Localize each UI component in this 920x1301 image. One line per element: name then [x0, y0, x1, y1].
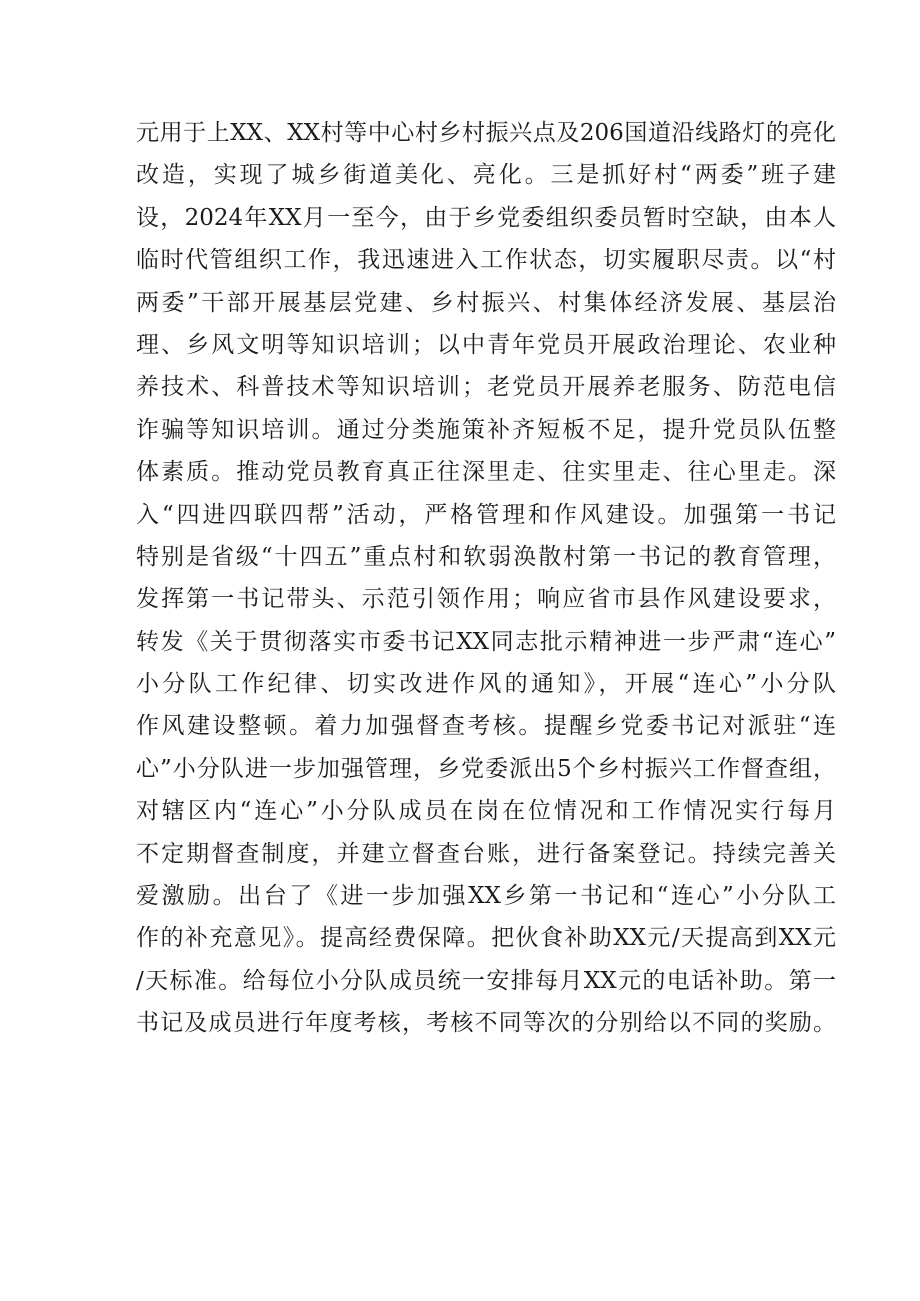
- text-line: 两委”干部开展基层党建、乡村振兴、村集体经济发展、基层治: [136, 289, 836, 316]
- text-line: 元用于上XX、XX村等中心村乡村振兴点及206国道沿线路灯的亮化: [136, 120, 836, 146]
- text-line: 临时代管组织工作，我迅速进入工作状态，切实履职尽责。以“村: [136, 247, 836, 274]
- text-line: 入“四进四联四帮”活动，严格管理和作风建设。加强第一书记: [136, 501, 836, 528]
- text-line: 转发《关于贯彻落实市委书记XX同志批示精神进一步严肃“连心”: [136, 628, 836, 655]
- text-line: 作的补充意见》。提高经费保障。把伙食补助XX元/天提高到XX元: [136, 925, 836, 952]
- body-paragraph: [136, 112, 836, 1045]
- text-line: 改造，实现了城乡街道美化、亮化。三是抓好村“两委”班子建: [136, 162, 836, 189]
- text-line: 诈骗等知识培训。通过分类施策补齐短板不足，提升党员队伍整: [136, 416, 836, 443]
- text-line: 设，2024年XX月一至今，由于乡党委组织委员暂时空缺，由本人: [136, 204, 836, 231]
- text-line: 养技术、科普技术等知识培训；老党员开展养老服务、防范电信: [136, 374, 836, 401]
- text-line: 书记及成员进行年度考核，考核不同等次的分别给以不同的奖励。: [136, 1010, 836, 1037]
- text-line: 爱激励。出台了《进一步加强XX乡第一书记和“连心”小分队工: [136, 883, 836, 910]
- text-line: 作风建设整顿。着力加强督查考核。提醒乡党委书记对派驻“连: [136, 713, 836, 740]
- text-line: 心”小分队进一步加强管理，乡党委派出5个乡村振兴工作督查组，: [136, 755, 836, 782]
- text-line: 小分队工作纪律、切实改进作风的通知》，开展“连心”小分队: [136, 671, 836, 698]
- text-line: /天标准。给每位小分队成员统一安排每月XX元的电话补助。第一: [136, 967, 836, 994]
- text-line: 体素质。推动党员教育真正往深里走、往实里走、往心里走。深: [136, 459, 836, 486]
- text-line: 发挥第一书记带头、示范引领作用；响应省市县作风建设要求，: [136, 586, 836, 613]
- text-line: 特别是省级“十四五”重点村和软弱涣散村第一书记的教育管理，: [136, 543, 836, 570]
- text-line: 不定期督查制度，并建立督查台账，进行备案登记。持续完善关: [136, 840, 836, 867]
- text-line: 理、乡风文明等知识培训；以中青年党员开展政治理论、农业种: [136, 331, 836, 358]
- text-line: 对辖区内“连心”小分队成员在岗在位情况和工作情况实行每月: [136, 798, 836, 825]
